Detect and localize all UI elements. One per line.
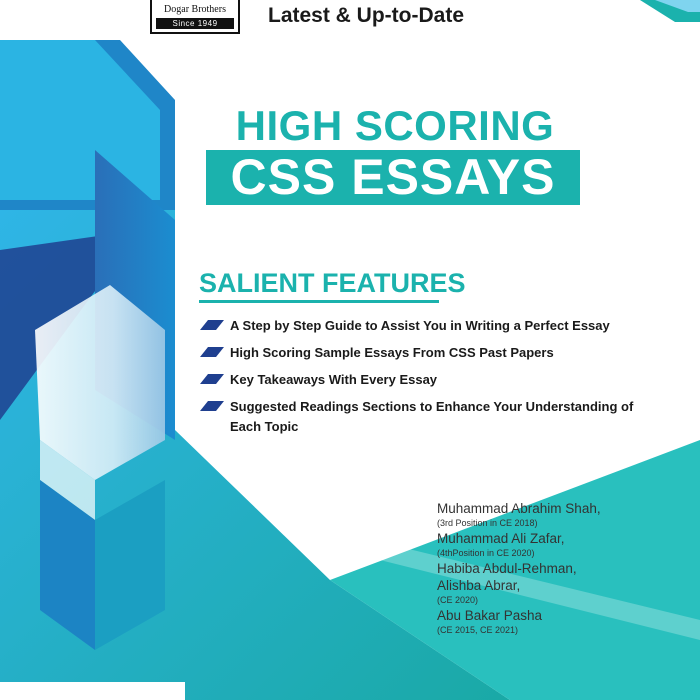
title-line-2: CSS ESSAYS [230,149,556,205]
publisher-since: Since 1949 [156,18,234,29]
bottom-corner-tab [0,682,185,700]
author-name: Habiba Abdul-Rehman, [437,561,577,576]
feature-item [198,370,638,390]
feature-text: High Scoring Sample Essays From CSS Past Papers [230,345,554,360]
author-name: Alishba Abrar, [437,578,521,593]
parallelogram-bullet-icon [200,347,224,357]
author-note: (4thPosition in CE 2020) [437,548,535,558]
author-name: Muhammad Ali Zafar, [437,531,565,546]
feature-text: Suggested Readings Sections to Enhance Your Understanding of Each Topic [230,399,634,434]
author-note: (CE 2015, CE 2021) [437,625,519,635]
feature-text: Key Takeaways With Every Essay [230,372,438,387]
authors-list [437,500,687,637]
publisher-brand: Dogar Brothers [164,4,226,15]
feature-item [198,316,638,336]
tagline: Latest & Up-to-Date [268,4,465,27]
author-name: Abu Bakar Pasha [437,608,543,623]
parallelogram-bullet-icon [200,320,224,330]
title-line-2-box [206,150,580,205]
feature-item [198,397,638,437]
author-name: Muhammad Abrahim Shah, [437,501,601,516]
publisher-logo [150,0,240,34]
feature-text: A Step by Step Guide to Assist You in Writing a Perfect Essay [230,318,610,333]
features-heading: SALIENT FEATURES [199,268,466,298]
parallelogram-bullet-icon [200,374,224,384]
feature-item [198,343,638,363]
title-line-1: HIGH SCORING [235,102,555,149]
features-underline [199,300,439,303]
parallelogram-bullet-icon [200,401,224,411]
author-note: (3rd Position in CE 2018) [437,518,538,528]
features-list [198,316,638,444]
author-note: (CE 2020) [437,595,479,605]
